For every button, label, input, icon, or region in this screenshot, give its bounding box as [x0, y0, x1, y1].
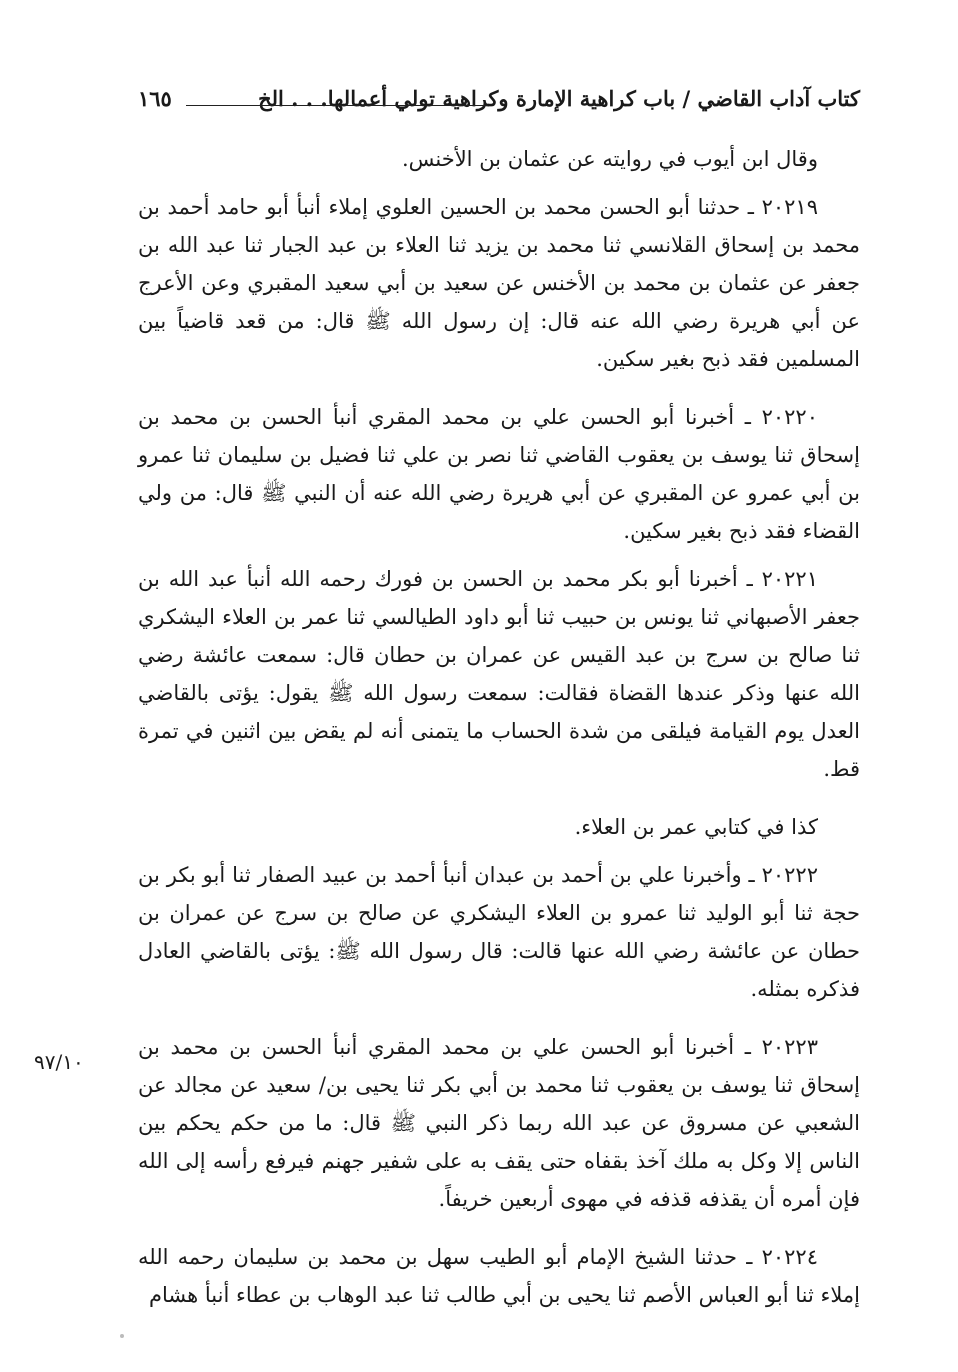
scan-speck: [120, 1334, 124, 1338]
paragraph-text: ٢٠٢٢٠ ـ أخبرنا أبو الحسن علي بن محمد المقري أنبأ الحسن بن محمد بن إسحاق ثنا يوسف بن يعقوب القاضي ثنا نصر بن علي ثنا فضيل بن سليمان ثنا عمرو بن أبي عمرو عن المقبري عن أبي هريرة رضي الله عنه أن النبي ﷺ قال: من ولي القضاء فقد ذبح بغير سكين.: [138, 405, 860, 543]
paragraph-text: ٢٠٢٢٣ ـ أخبرنا أبو الحسن علي بن محمد المقري أنبأ الحسن بن محمد بن إسحاق ثنا يوسف بن يعقوب ثنا محمد بن أبي بكر ثنا يحيى بن/ سعيد عن مجالد عن الشعبي عن مسروق عن عبد الله ربما ذكر النبي ﷺ قال: ما من حكم يحكم بين الناس إلا وكل به ملك آخذ بقفاه حتى يقف به على شفير جهنم فيرفع رأسه إلى الله فإن أمره أن يقذفه قذفه في مهوى أربعين خريفاً.: [138, 1035, 860, 1211]
paragraph-continuation: [138, 140, 860, 178]
paragraph-text: كذا في كتابي عمر بن العلاء.: [574, 815, 818, 839]
paragraph-text: ٢٠٢٢١ ـ أخبرنا أبو بكر محمد بن الحسن بن فورك رحمه الله أنبأ عبد الله بن جعفر الأصبهاني ثنا يونس بن حبيب ثنا أبو داود الطيالسي ثنا عمر بن العلاء اليشكري ثنا صالح بن سرج بن عبد القيس عن عمران بن حطان قال: سمعت عائشة رضي الله عنها وذكر عندها القضاة فقالت: سمعت رسول الله ﷺ يقول: يؤتى بالقاضي العدل يوم القيامة فيلقى من شدة الحساب ما يتمنى أنه لم يقض بين اثنين في تمرة قط.: [138, 567, 860, 781]
hadith-20222: [138, 856, 860, 1008]
paragraph-text: ٢٠٢٢٢ ـ وأخبرنا علي بن أحمد بن عبدان أنبأ أحمد بن عبيد الصفار ثنا أبو بكر بن حجة ثنا أبو الوليد ثنا عمرو بن العلاء اليشكري عن صالح بن سرج عن عمران بن حطان عن عائشة رضي الله عنها قالت: قال رسول الله ﷺ: يؤتى بالقاضي العادل فذكره بمثله.: [138, 863, 860, 1001]
margin-volume-reference: ٩٧/١٠: [34, 1050, 84, 1074]
paragraph-text: وقال ابن أيوب في روايته عن عثمان بن الأخنس.: [401, 147, 818, 171]
running-header: [138, 84, 860, 124]
header-rule: [186, 105, 488, 106]
hadith-20221: [138, 560, 860, 788]
hadith-20224: [138, 1238, 860, 1314]
body-text: [138, 140, 860, 1314]
hadith-20219: [138, 188, 860, 378]
hadith-20223: [138, 1028, 860, 1218]
header-title: كتاب آداب القاضي / باب كراهية الإمارة وكراهية تولي أعمالها. . . الخ: [258, 86, 860, 111]
paragraph-note: [138, 808, 860, 846]
hadith-20220: [138, 398, 860, 550]
page-number: ١٦٥: [138, 86, 172, 111]
paragraph-text: ٢٠٢٢٤ ـ حدثنا الشيخ الإمام أبو الطيب سهل بن محمد بن سليمان رحمه الله إملاء ثنا أبو العباس الأصم ثنا يحيى بن أبي طالب ثنا عبد الوهاب بن عطاء أنبأ هشام: [138, 1245, 860, 1307]
paragraph-text: ٢٠٢١٩ ـ حدثنا أبو الحسن محمد بن الحسين العلوي إملاء أنبأ أبو حامد أحمد بن محمد بن إسحاق القلانسي ثنا محمد بن يزيد ثنا العلاء بن عبد الجبار ثنا عبد الله بن جعفر عن عثمان بن محمد بن الأخنس عن سعيد بن أبي سعيد المقبري وعن الأعرج عن أبي هريرة رضي الله عنه قال: إن رسول الله ﷺ قال: من قعد قاضياً بين المسلمين فقد ذبح بغير سكين.: [138, 195, 860, 371]
